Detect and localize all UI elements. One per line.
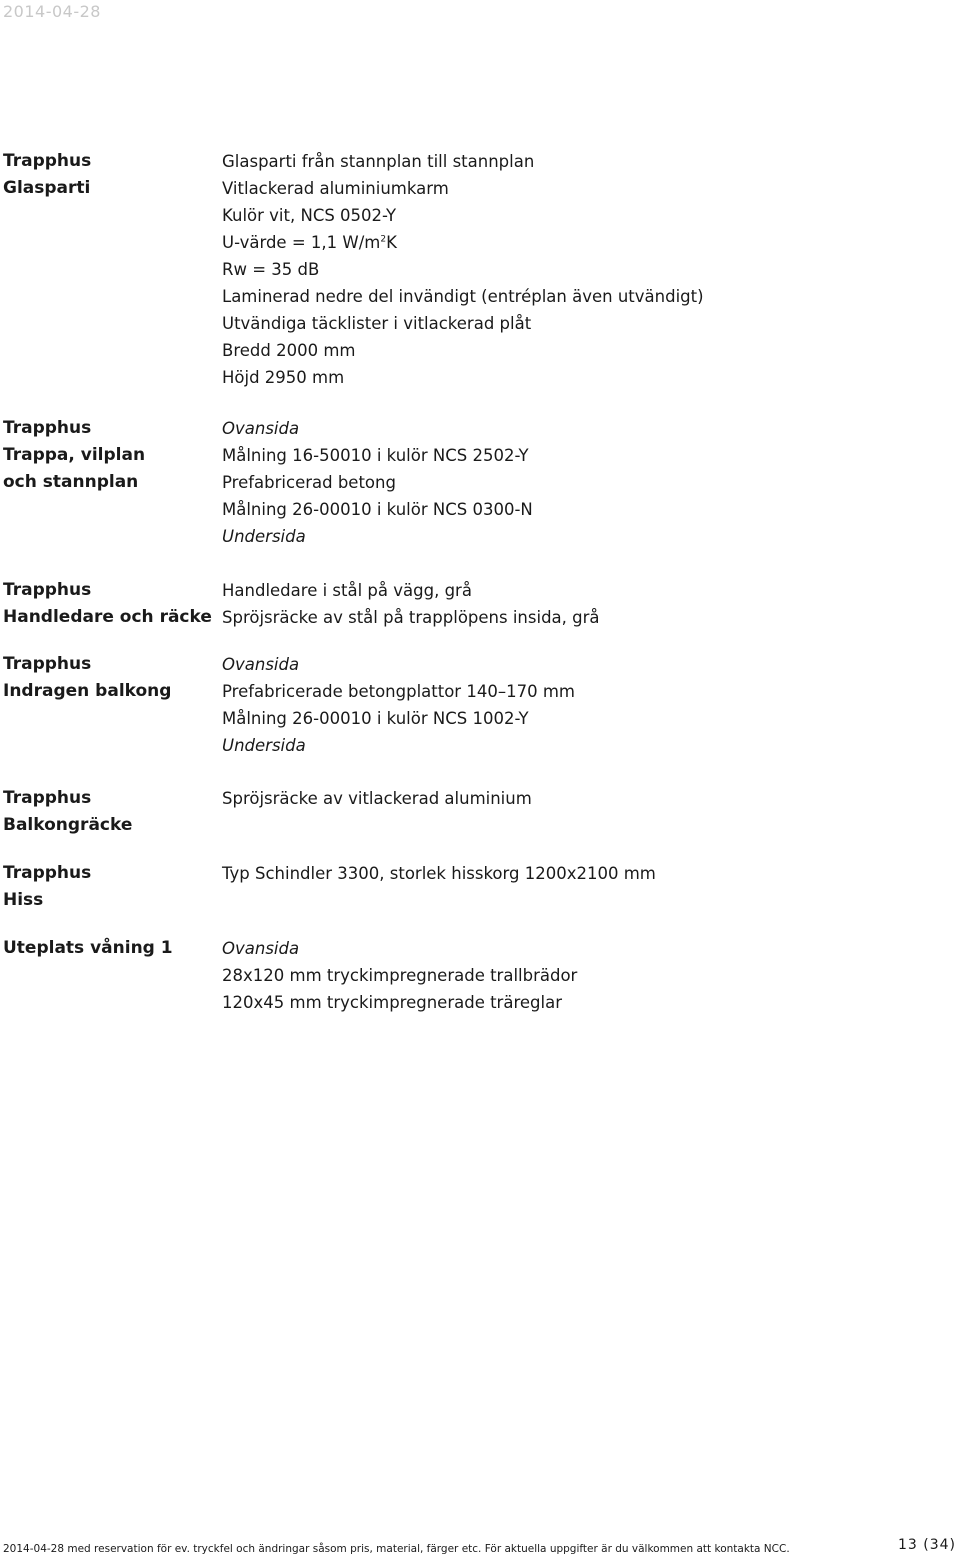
detail-text: U-värde = 1,1 W/m xyxy=(222,233,381,252)
superscript: 2 xyxy=(380,234,387,245)
section-label-line: Hiss xyxy=(3,890,44,910)
section-details xyxy=(222,415,533,550)
section-details xyxy=(222,577,600,631)
section-label-line: och stannplan xyxy=(3,472,139,492)
detail-line: Prefabricerade betongplattor 140–170 mm xyxy=(222,682,575,701)
detail-line: Spröjsräcke av stål på trapplöpens insida, grå xyxy=(222,608,600,627)
detail-line: Prefabricerad betong xyxy=(222,473,396,492)
header-date: 2014-04-28 xyxy=(3,2,101,21)
section-label xyxy=(3,935,173,962)
section-label-line: Trapphus xyxy=(3,151,92,171)
side-heading: Ovansida xyxy=(222,419,300,438)
section-label xyxy=(3,415,145,496)
detail-text-unit: K xyxy=(386,233,397,252)
detail-line: Glasparti från stannplan till stannplan xyxy=(222,152,535,171)
detail-line: Höjd 2950 mm xyxy=(222,368,345,387)
side-heading: Ovansida xyxy=(222,939,300,958)
detail-line: Målning 26-00010 i kulör NCS 1002-Y xyxy=(222,709,529,728)
detail-line xyxy=(222,229,704,256)
section-label-line: Glasparti xyxy=(3,178,91,198)
detail-line: Vitlackerad aluminiumkarm xyxy=(222,179,449,198)
detail-line: Målning 26-00010 i kulör NCS 0300-N xyxy=(222,500,533,519)
footer-note: 2014-04-28 med reservation för ev. tryckfel och ändringar såsom pris, material, färger etc. För aktuella uppgifter är du välkommen att kontakta NCC. xyxy=(3,1543,790,1555)
detail-line: 120x45 mm tryckimpregnerade träreglar xyxy=(222,993,562,1012)
side-heading: Undersida xyxy=(222,527,306,546)
section-details xyxy=(222,651,575,759)
detail-line: Bredd 2000 mm xyxy=(222,341,356,360)
page-number: 13 (34) xyxy=(897,1537,956,1553)
section-label-line: Trapphus xyxy=(3,788,92,808)
section-details xyxy=(222,785,532,812)
section-label-line: Balkongräcke xyxy=(3,815,133,835)
detail-line: Målning 16-50010 i kulör NCS 2502-Y xyxy=(222,446,529,465)
detail-line: Utvändiga täcklister i vitlackerad plåt xyxy=(222,314,532,333)
side-heading: Ovansida xyxy=(222,655,300,674)
section-label-line: Trapphus xyxy=(3,654,92,674)
section-details xyxy=(222,860,656,887)
detail-line: Kulör vit, NCS 0502-Y xyxy=(222,206,397,225)
section-label-line: Handledare och räcke xyxy=(3,607,212,627)
section-label xyxy=(3,860,91,914)
detail-line: Spröjsräcke av vitlackerad aluminium xyxy=(222,789,532,808)
section-label xyxy=(3,148,91,202)
section-label xyxy=(3,785,132,839)
section-label-line: Uteplats våning 1 xyxy=(3,938,173,958)
section-details xyxy=(222,148,704,391)
section-label-line: Trapphus xyxy=(3,863,92,883)
section-label-line: Trapphus xyxy=(3,580,92,600)
detail-line: Handledare i stål på vägg, grå xyxy=(222,581,472,600)
section-label-line: Trappa, vilplan xyxy=(3,445,146,465)
section-label xyxy=(3,651,171,705)
detail-line: 28x120 mm tryckimpregnerade trallbrädor xyxy=(222,966,578,985)
section-details xyxy=(222,935,577,1016)
detail-line: Rw = 35 dB xyxy=(222,260,320,279)
side-heading: Undersida xyxy=(222,736,306,755)
section-label-line: Indragen balkong xyxy=(3,681,172,701)
section-label-line: Trapphus xyxy=(3,418,92,438)
detail-line: Typ Schindler 3300, storlek hisskorg 1200x2100 mm xyxy=(222,864,656,883)
detail-line: Laminerad nedre del invändigt (entréplan även utvändigt) xyxy=(222,287,704,306)
section-label xyxy=(3,577,212,631)
